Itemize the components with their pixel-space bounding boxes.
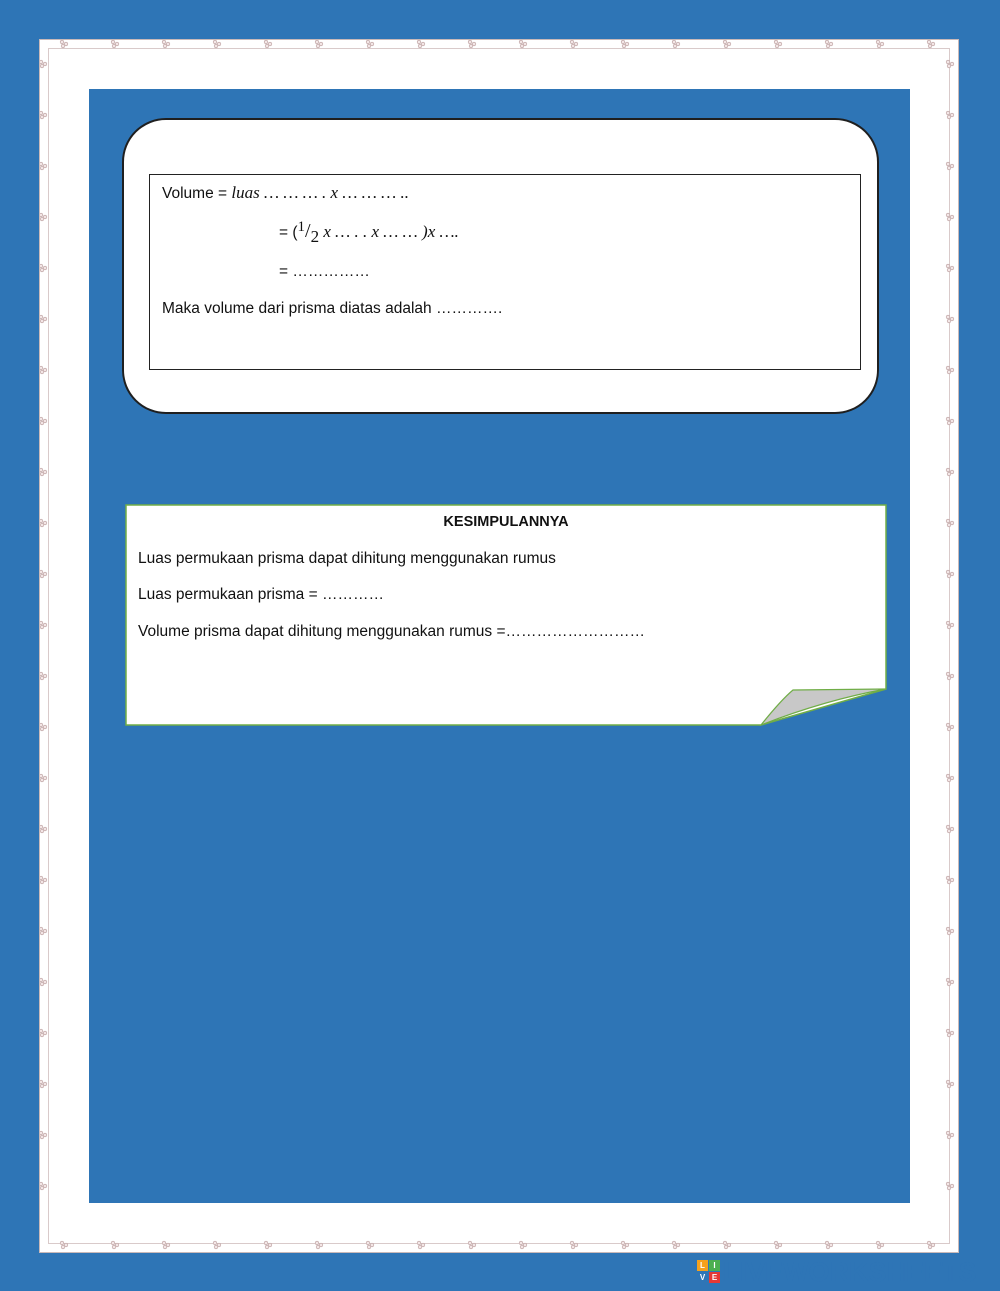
border-dot-cluster (946, 876, 954, 884)
border-dot-cluster (40, 774, 47, 782)
volume-formula-line (162, 183, 409, 203)
fraction-numerator: 1 (297, 219, 306, 235)
border-dot-cluster (40, 366, 47, 374)
border-dot-cluster (40, 315, 47, 323)
border-dot-cluster (621, 1241, 629, 1249)
summary-note-shape (125, 504, 887, 726)
border-dot-cluster (315, 40, 323, 48)
border-dot-cluster (162, 1241, 170, 1249)
border-dot-cluster (40, 927, 47, 935)
border-dot-cluster (468, 1241, 476, 1249)
border-dot-cluster (774, 1241, 782, 1249)
border-dot-cluster (946, 315, 954, 323)
volume-conclusion: Maka volume dari prisma diatas adalah …………. (162, 300, 503, 317)
border-dot-cluster (946, 1182, 954, 1190)
logo-mark-icon (697, 1260, 721, 1284)
border-dot-cluster (60, 1241, 68, 1249)
border-dot-cluster (876, 1241, 884, 1249)
border-dot-cluster (111, 1241, 119, 1249)
border-dot-cluster (723, 40, 731, 48)
border-dot-cluster (40, 213, 47, 221)
border-dot-cluster (946, 723, 954, 731)
border-dot-cluster (162, 40, 170, 48)
border-dot-cluster (672, 1241, 680, 1249)
border-dot-cluster (946, 417, 954, 425)
border-dot-cluster (946, 774, 954, 782)
border-dot-cluster (40, 672, 47, 680)
logo-text: LIVEWORKSHEETS (723, 1257, 977, 1287)
border-dot-cluster (40, 978, 47, 986)
summary-line-surface-area: Luas permukaan prisma dapat dihitung menggunakan rumus (138, 550, 556, 567)
border-dot-cluster (927, 1241, 935, 1249)
logo-letter-v: V (697, 1272, 708, 1283)
border-dot-cluster (946, 111, 954, 119)
summary-title: KESIMPULANNYA (443, 514, 569, 530)
border-dot-cluster (946, 1131, 954, 1139)
volume-step-line (279, 219, 459, 246)
step-formula: x … . . x … … )x …. (319, 222, 459, 241)
border-dot-cluster (825, 1241, 833, 1249)
border-dot-cluster (468, 40, 476, 48)
border-dot-cluster (570, 1241, 578, 1249)
border-dot-cluster (876, 40, 884, 48)
border-dot-cluster (946, 468, 954, 476)
logo-letter-e: E (709, 1272, 720, 1283)
border-dot-cluster (621, 40, 629, 48)
border-dot-cluster (40, 1029, 47, 1037)
fraction-slash: / (305, 220, 311, 242)
border-dot-cluster (40, 264, 47, 272)
border-dot-cluster (946, 366, 954, 374)
border-dot-cluster (946, 162, 954, 170)
summary-note (125, 504, 887, 726)
border-dot-cluster (111, 40, 119, 48)
border-dot-cluster (825, 40, 833, 48)
border-dot-cluster (723, 1241, 731, 1249)
border-dot-cluster (519, 40, 527, 48)
border-dot-cluster (40, 468, 47, 476)
volume-formula-blank: Volume prisma dapat dihitung menggunakan rumus =……………………… (138, 623, 645, 640)
border-dot-cluster (366, 1241, 374, 1249)
border-dot-cluster (40, 621, 47, 629)
border-dot-cluster (315, 1241, 323, 1249)
border-dot-cluster (946, 927, 954, 935)
border-dot-cluster (570, 40, 578, 48)
step-equals: = ( (279, 224, 298, 241)
border-dot-cluster (946, 978, 954, 986)
border-dot-cluster (40, 417, 47, 425)
border-dot-cluster (946, 672, 954, 680)
border-dot-cluster (946, 621, 954, 629)
surface-area-formula-blank: Luas permukaan prisma = ………… (138, 586, 384, 603)
border-dot-cluster (946, 1029, 954, 1037)
border-dot-cluster (60, 40, 68, 48)
border-dot-cluster (40, 1080, 47, 1088)
border-dot-cluster (40, 723, 47, 731)
border-dot-cluster (264, 1241, 272, 1249)
border-dot-cluster (946, 570, 954, 578)
border-dot-cluster (946, 60, 954, 68)
border-dot-cluster (946, 213, 954, 221)
border-dot-cluster (40, 570, 47, 578)
border-dot-cluster (40, 519, 47, 527)
liveworksheets-logo (697, 1257, 997, 1285)
border-dot-cluster (417, 40, 425, 48)
border-dot-cluster (40, 825, 47, 833)
border-dot-cluster (417, 1241, 425, 1249)
border-dot-cluster (40, 876, 47, 884)
volume-label: Volume = (162, 185, 232, 202)
border-dot-cluster (946, 1080, 954, 1088)
border-dot-cluster (927, 40, 935, 48)
border-dot-cluster (366, 40, 374, 48)
volume-formula: luas … … … . x … … … .. (231, 183, 409, 202)
calculation-box (149, 174, 861, 370)
border-dot-cluster (946, 264, 954, 272)
volume-result-line: = …………… (279, 263, 370, 280)
border-dot-cluster (946, 519, 954, 527)
border-dot-cluster (946, 825, 954, 833)
fraction-denominator: 2 (310, 227, 320, 246)
logo-letter-l: L (697, 1260, 708, 1271)
border-dot-cluster (40, 111, 47, 119)
border-dot-cluster (672, 40, 680, 48)
border-dot-cluster (519, 1241, 527, 1249)
border-dot-cluster (40, 60, 47, 68)
border-dot-cluster (40, 1182, 47, 1190)
logo-letter-i: I (709, 1260, 720, 1271)
border-dot-cluster (213, 1241, 221, 1249)
border-dot-cluster (40, 1131, 47, 1139)
border-dot-cluster (213, 40, 221, 48)
border-dot-cluster (774, 40, 782, 48)
border-dot-cluster (40, 162, 47, 170)
border-dot-cluster (264, 40, 272, 48)
